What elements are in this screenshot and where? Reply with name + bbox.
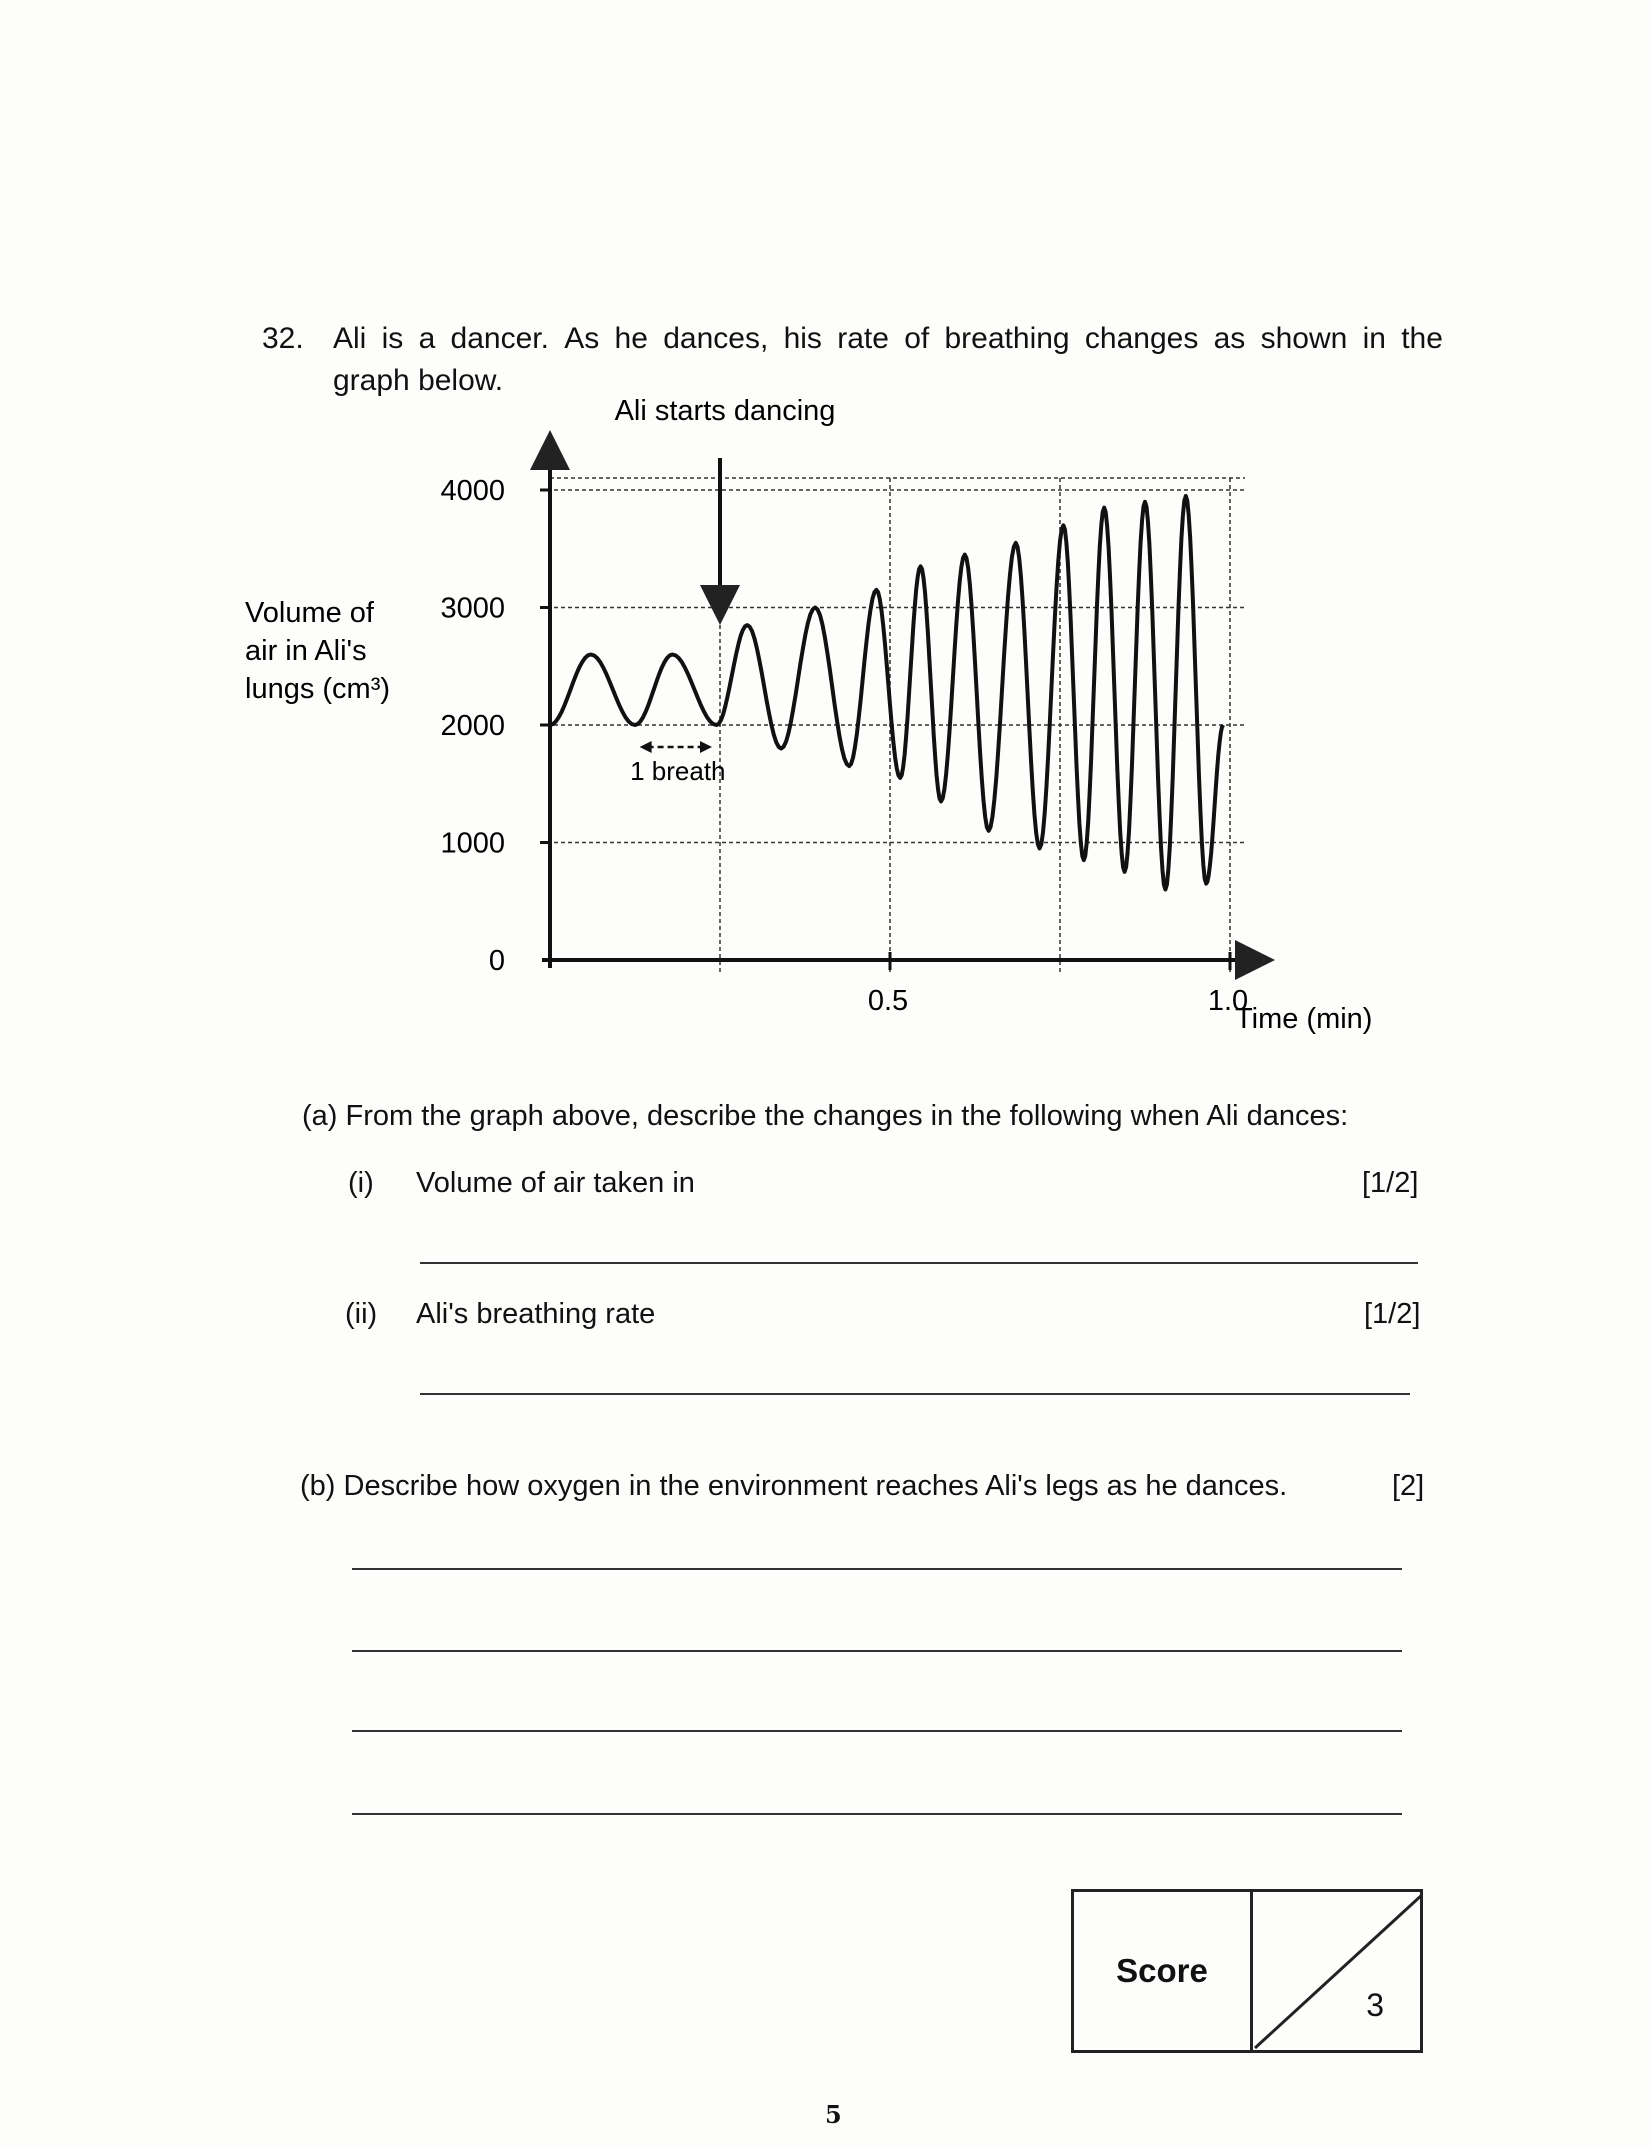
stem-word: is	[381, 322, 404, 355]
breathing-chart	[230, 390, 1430, 1050]
part-a-i-roman: (i)	[348, 1167, 374, 1199]
y-tick-label: 2000	[440, 710, 505, 742]
x-tick-label: 0.5	[867, 985, 909, 1017]
dance-start-label: Ali starts dancing	[614, 395, 836, 427]
stem-word: a	[418, 322, 436, 355]
score-entry-cell[interactable]	[1253, 1892, 1420, 2050]
stem-word: his	[783, 322, 822, 355]
stem-word: shown	[1260, 322, 1348, 355]
stem-word: as	[1213, 322, 1246, 355]
stem-word: he	[614, 322, 648, 355]
y-tick-label: 0	[488, 945, 505, 977]
breath-arrow-right	[700, 741, 712, 753]
y-axis-label: Volume of	[245, 597, 374, 629]
x-tick-label: 1.0	[1207, 985, 1249, 1017]
stem-word: changes	[1084, 322, 1199, 355]
tick-labels	[245, 475, 1372, 1035]
stem-word: dances,	[663, 322, 769, 355]
page-number: 5	[825, 2100, 842, 2129]
lung-volume-line	[550, 496, 1223, 890]
answer-line-a-i[interactable]	[420, 1262, 1418, 1264]
stem-word: As	[564, 322, 600, 355]
answer-line-b-4[interactable]	[352, 1813, 1402, 1815]
annotations	[615, 395, 836, 786]
stem-word: of	[904, 322, 930, 355]
stem-word: in	[1362, 322, 1386, 355]
question-stem-line1	[333, 318, 1443, 360]
breath-label: 1 breath	[630, 756, 726, 786]
stem-word: the	[1401, 322, 1443, 355]
question-stem-line2: graph below.	[333, 364, 504, 397]
breath-arrow-left	[640, 741, 652, 753]
part-a-ii-roman: (ii)	[345, 1298, 378, 1330]
part-b-prompt: (b) Describe how oxygen in the environment reaches Ali's legs as he dances.	[300, 1470, 1288, 1502]
answer-line-b-2[interactable]	[352, 1650, 1402, 1652]
stem-word: rate	[837, 322, 889, 355]
part-b-marks: [2]	[1392, 1470, 1425, 1502]
y-axis-label: air in Ali's	[245, 635, 367, 667]
answer-line-b-3[interactable]	[352, 1730, 1402, 1732]
question-number: 32.	[262, 322, 304, 355]
score-box	[1071, 1889, 1423, 2053]
x-axis-label: Time (min)	[1235, 1003, 1373, 1035]
score-total: 3	[1366, 1987, 1384, 2023]
stem-word: Ali	[333, 322, 367, 355]
y-axis-label: lungs (cm³)	[245, 673, 391, 705]
y-tick-label: 3000	[440, 592, 505, 625]
part-a-i-text: Volume of air taken in	[416, 1167, 695, 1199]
stem-word: dancer.	[450, 322, 549, 355]
score-label: Score	[1074, 1892, 1253, 2050]
y-tick-label: 1000	[440, 827, 505, 860]
part-a-ii-marks: [1/2]	[1364, 1298, 1421, 1330]
answer-line-b-1[interactable]	[352, 1568, 1402, 1570]
score-diagonal	[1253, 1892, 1423, 2050]
stem-word: breathing	[944, 322, 1070, 355]
y-tick-label: 4000	[440, 475, 505, 507]
part-a-prompt: (a) From the graph above, describe the changes in the following when Ali dances:	[302, 1100, 1349, 1132]
series-layer	[550, 496, 1223, 890]
answer-line-a-ii[interactable]	[420, 1393, 1410, 1395]
part-a-ii-text: Ali's breathing rate	[416, 1298, 656, 1330]
part-a-i-marks: [1/2]	[1362, 1167, 1419, 1199]
